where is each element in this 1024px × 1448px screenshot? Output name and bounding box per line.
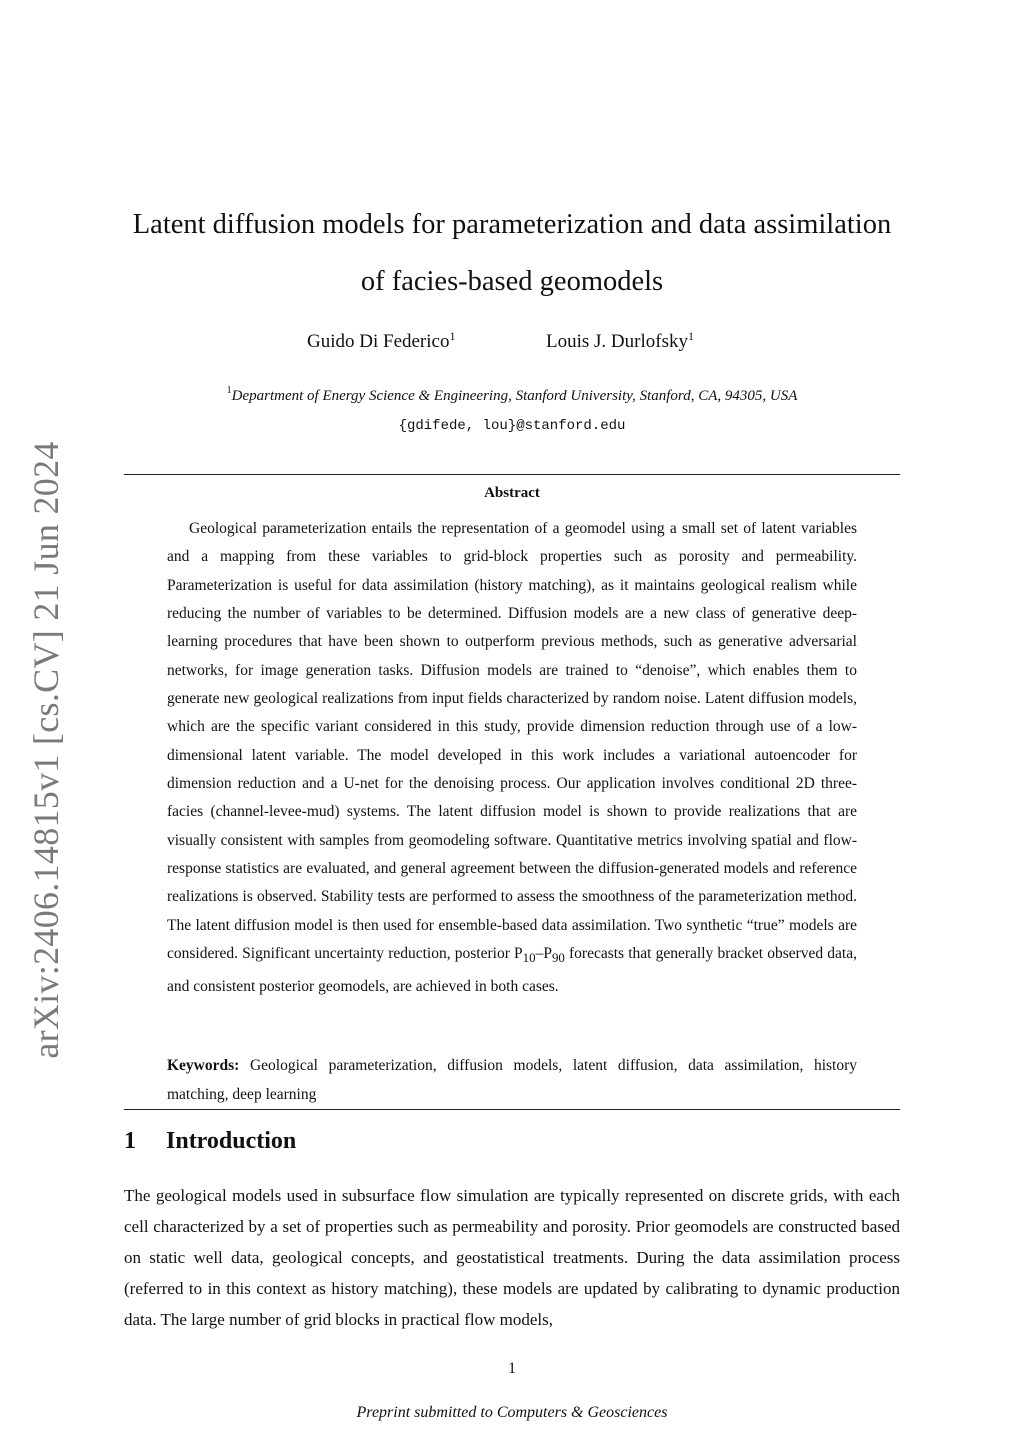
author-name-text: Guido Di Federico [307,331,450,352]
p10-symbol [514,945,536,966]
keywords [167,1052,857,1109]
abstract-text-part1: Geological parameterization entails the representation of a geomodel using a small set of latent variables and a mapping from these variables to grid-block properties such as porosity and permeability. Parameterization is useful for data assimilation (history matching), as it maintains geological realism while reducing the number of variables to be determined. Diffusion models are a new class of generative deep-learning procedures that have been shown to outperform previous methods, such as generative adversarial networks, for image generation tasks. Diffusion models are trained to “denoise”, which enables them to generate new geological realizations from input fields characterized by random noise. Latent diffusion models, which are the specific variant considered in this study, provide dimension reduction through use of a low-dimensional latent variable. The model developed in this work includes a variational autoencoder for dimension reduction and a U-net for the denoising process. Our application involves conditional 2D three-facies (channel-levee-mud) systems. The latent diffusion model is shown to provide realizations that are visually consistent with samples from geomodeling software. Quantitative metrics involving spatial and flow-response statistics are evaluated, and general agreement between the diffusion-generated models and reference realizations is observed. Stability tests are performed to assess the smoothness of the parameterization method. The latent diffusion model is then used for ensemble-based data assimilation. Two synthetic “true” models are considered. Significant uncertainty reduction, posterior [167,520,857,963]
affiliation [124,385,900,405]
section-title: Introduction [166,1128,297,1154]
p90-symbol [543,945,565,966]
abstract-text-part2: forecasts that generally bracket observed data, and consistent posterior geomodels, are achieved in both cases. [167,945,857,995]
abstract-bottom-rule [124,1109,900,1110]
p90-subscript: 90 [551,950,565,966]
author-list [124,331,900,361]
section-heading [124,1128,296,1155]
section-number: 1 [124,1128,136,1154]
author-name [546,331,694,353]
author-name [307,331,455,353]
author-email: {gdifede, lou}@stanford.edu [398,418,626,434]
abstract-heading: Abstract [484,485,540,501]
en-dash: – [535,945,544,963]
p10-base: P [514,945,523,963]
author-name-text: Louis J. Durlofsky [546,331,688,352]
keywords-label: Keywords: [167,1057,240,1074]
page-number: 1 [508,1360,516,1377]
abstract-body [167,515,857,1001]
affiliation-mark: 1 [226,385,232,396]
keywords-text: Geological parameterization, diffusion models, latent diffusion, data assimilation, history matching, deep learning [167,1057,858,1103]
author-affiliation-mark: 1 [449,329,456,343]
introduction-paragraph: The geological models used in subsurface flow simulation are typically represented on discrete grids, with each cell characterized by a set of properties such as permeability and porosity. Prior geomodels are constructed based on static well data, geological concepts, and geostatistical treatments. During the data assimilation process (referred to in this context as history matching), these models are updated by calibrating to dynamic production data. The large number of grid blocks in practical flow models, [124,1186,900,1329]
p10-subscript: 10 [522,950,536,966]
footer-note: Preprint submitted to Computers & Geosciences [356,1404,668,1421]
p90-base: P [543,945,552,963]
arxiv-stamp: arXiv:2406.14815v1 [cs.CV] 21 Jun 2024 [26,441,66,1059]
affiliation-text: Department of Energy Science & Engineering, Stanford University, Stanford, CA, 94305, USA [231,388,798,404]
author-affiliation-mark: 1 [687,329,694,343]
paper-title: Latent diffusion models for parameterization and data assimilation of facies-based geomodels [132,209,892,297]
abstract-top-rule [124,474,900,475]
